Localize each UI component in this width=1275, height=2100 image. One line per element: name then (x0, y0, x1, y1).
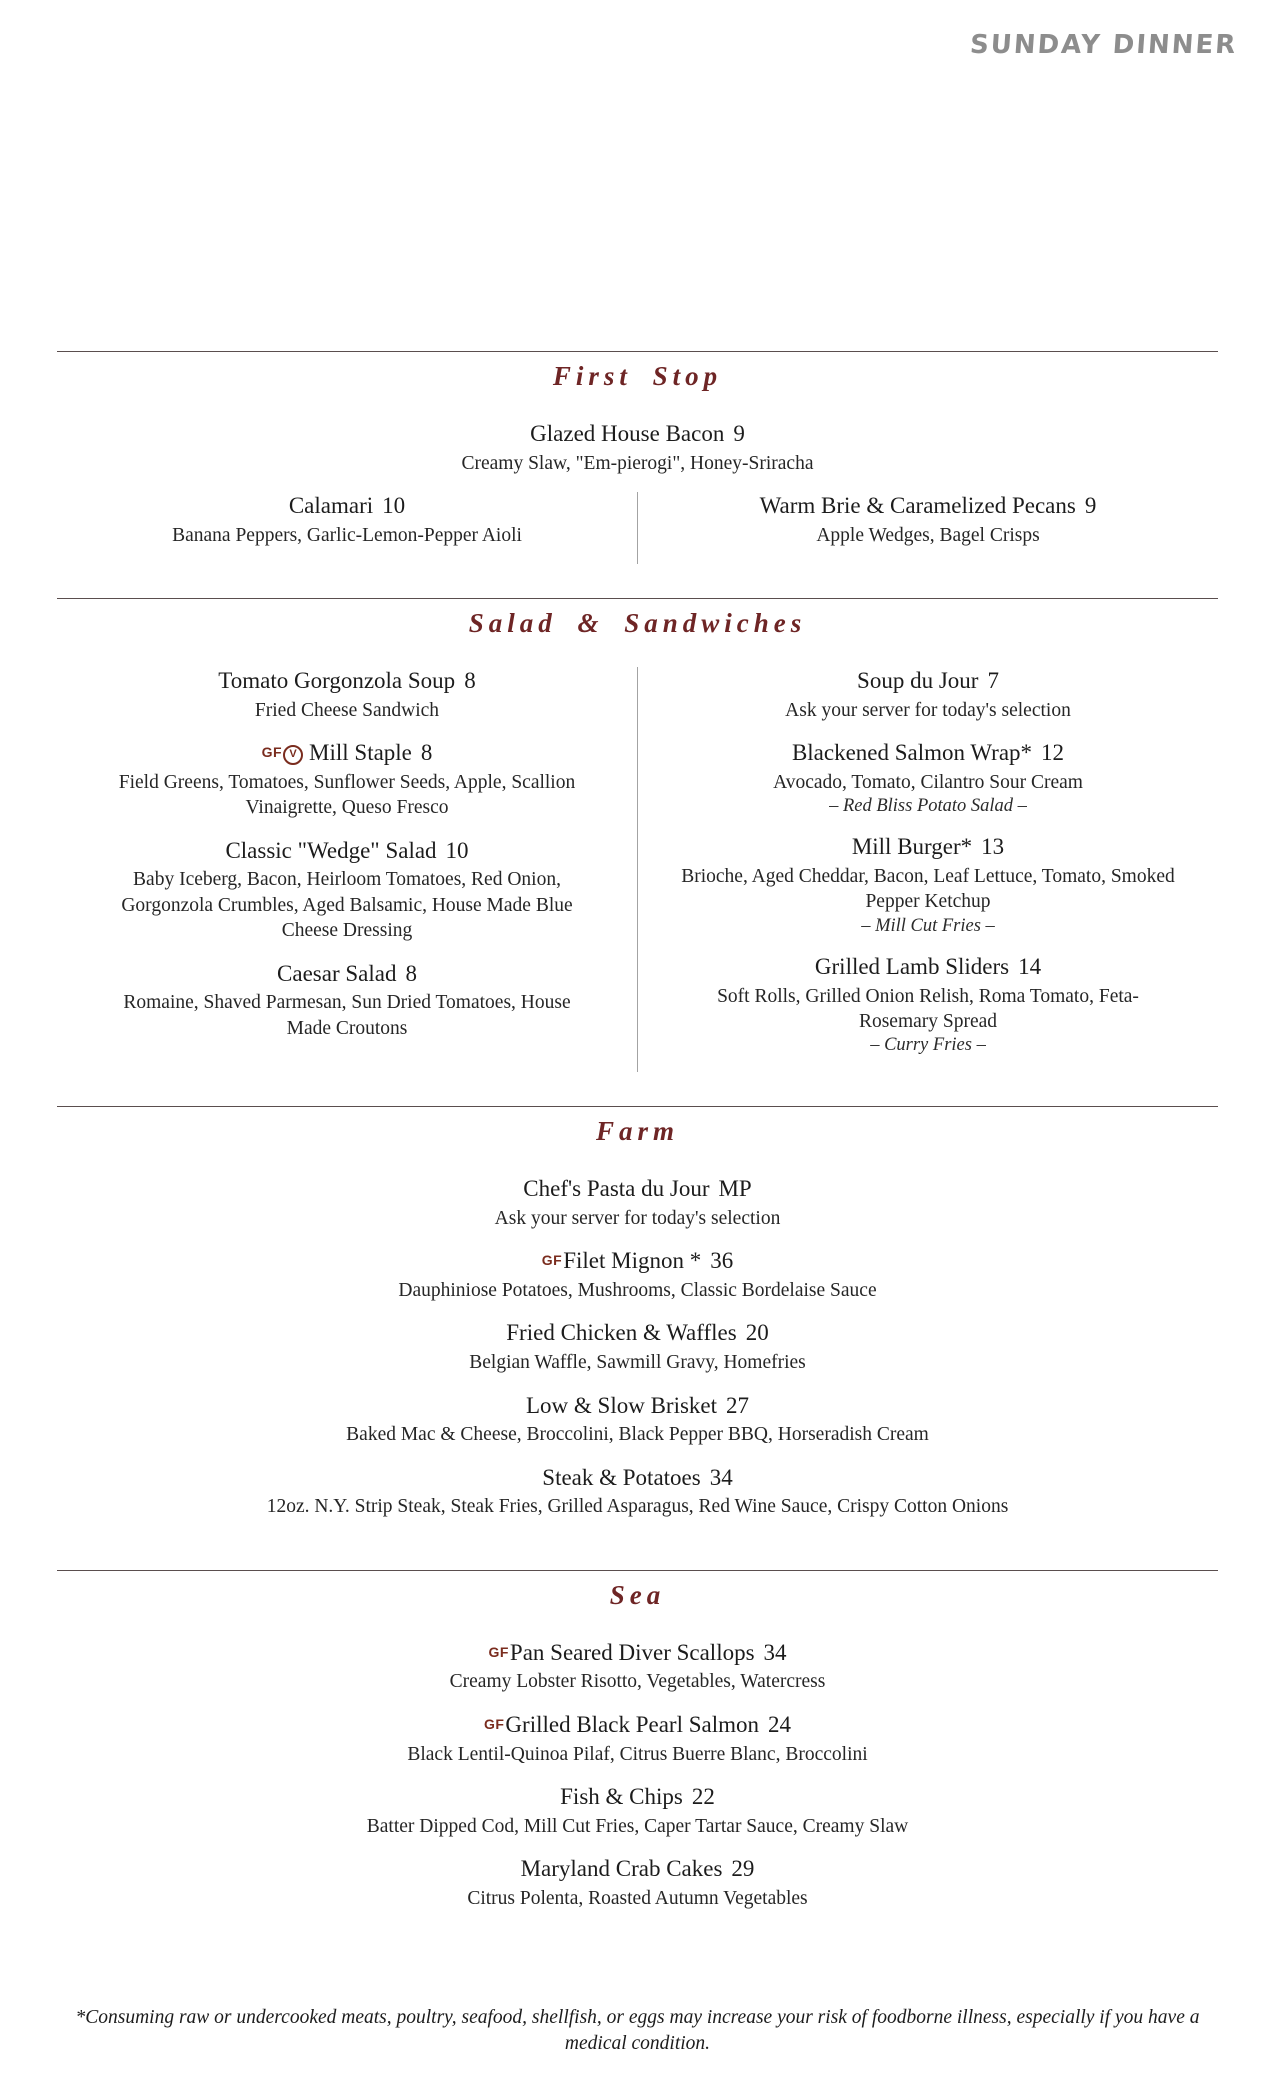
left-column (57, 492, 637, 564)
item-title (57, 420, 1218, 449)
item-title (57, 1464, 1218, 1493)
section-farm (57, 1106, 1218, 1569)
item-description: Black Lentil-Quinoa Pilaf, Citrus Buerre Blanc, Broccolini (407, 1743, 868, 1765)
menu-item (57, 1855, 1218, 1911)
item-price: 14 (1018, 953, 1042, 979)
menu-item (656, 953, 1200, 1056)
item-name: Caesar Salad (277, 960, 397, 986)
item-description: Dauphiniose Potatoes, Mushrooms, Classic Bordelaise Sauce (398, 1280, 877, 1302)
item-price: 29 (731, 1856, 755, 1881)
item-description: Citrus Polenta, Roasted Autumn Vegetables (467, 1887, 808, 1909)
right-column (637, 492, 1218, 564)
item-description: Belgian Waffle, Sawmill Gravy, Homefries (469, 1352, 806, 1374)
section-divider (57, 1570, 1218, 1571)
gluten-free-icon: GF (488, 1643, 509, 1660)
item-description: Soft Rolls, Grilled Onion Relish, Roma Tomato, Feta-Rosemary Spread (717, 985, 1139, 1032)
menu-item (57, 1464, 1218, 1520)
menu-item (75, 492, 619, 548)
section-divider (57, 351, 1218, 352)
menu-item (656, 492, 1200, 548)
item-price: 10 (445, 837, 469, 863)
item-name: Grilled Lamb Sliders (814, 953, 1010, 979)
item-name: Mill Staple (309, 740, 412, 766)
menu-item (57, 420, 1218, 476)
item-title (656, 833, 1200, 862)
item-side-note: – Red Bliss Potato Salad – (829, 796, 1027, 817)
item-name: Steak & Potatoes (542, 1464, 701, 1490)
item-title (75, 960, 619, 989)
item-title (57, 1247, 1218, 1276)
item-description: Ask your server for today's selection (785, 699, 1071, 721)
item-title (656, 492, 1200, 521)
item-price: MP (718, 1176, 752, 1202)
item-description: Baby Iceberg, Bacon, Heirloom Tomatoes, Red Onion, Gorgonzola Crumbles, Aged Balsamic, House Made Blue Cheese Dressing (121, 869, 573, 942)
item-description: Banana Peppers, Garlic-Lemon-Pepper Aioli (172, 524, 522, 546)
menu-item (75, 667, 619, 723)
section-divider (57, 598, 1218, 599)
item-name: Chef's Pasta du Jour (523, 1176, 710, 1202)
item-description: Fried Cheese Sandwich (254, 699, 440, 721)
item-name: Blackened Salmon Wrap* (791, 740, 1033, 766)
item-description: Avocado, Tomato, Cilantro Sour Cream (773, 772, 1083, 794)
section-sea (57, 1570, 1218, 1961)
item-description: Apple Wedges, Bagel Crisps (816, 524, 1040, 546)
item-price: 13 (981, 834, 1005, 860)
item-description: Romaine, Shaved Parmesan, Sun Dried Tomatoes, House Made Croutons (123, 992, 571, 1039)
item-title (57, 1855, 1218, 1884)
vegetarian-icon: V (283, 745, 303, 765)
section-title: Salad & Sandwiches (468, 608, 807, 639)
item-price: 22 (691, 1783, 715, 1809)
menu-item (57, 1639, 1218, 1695)
menu-item (57, 1711, 1218, 1767)
item-title (75, 739, 619, 768)
section-divider (57, 1106, 1218, 1107)
menu-item (656, 739, 1200, 817)
item-price: 10 (382, 493, 406, 519)
item-name: Classic "Wedge" Salad (225, 837, 437, 863)
item-title (57, 1319, 1218, 1348)
section-title: First Stop (552, 361, 723, 391)
item-description: Creamy Lobster Risotto, Vegetables, Watercress (449, 1671, 826, 1693)
item-name: Maryland Crab Cakes (520, 1856, 723, 1881)
item-price: 20 (745, 1320, 769, 1346)
item-title (57, 1711, 1218, 1740)
restaurant-logo: SUNDAY DINNER (968, 30, 1239, 60)
item-name: Mill Burger* (851, 834, 973, 860)
left-column (57, 667, 637, 1072)
item-price: 8 (464, 668, 476, 694)
item-price: 12 (1041, 740, 1065, 766)
item-title (656, 953, 1200, 982)
section-first-stop (57, 0, 1218, 598)
item-title (656, 667, 1200, 696)
item-description: Brioche, Aged Cheddar, Bacon, Leaf Lettuce, Tomato, Smoked Pepper Ketchup (681, 866, 1175, 913)
section-salad-sandwiches (57, 598, 1218, 1106)
item-description: 12oz. N.Y. Strip Steak, Steak Fries, Grilled Asparagus, Red Wine Sauce, Crispy Cotton Onions (266, 1496, 1009, 1518)
menu-item (57, 1247, 1218, 1303)
item-name: Glazed House Bacon (530, 421, 725, 446)
item-price: 36 (710, 1248, 734, 1274)
item-name: Fish & Chips (560, 1783, 683, 1809)
item-title (57, 1175, 1218, 1204)
menu-item (57, 1319, 1218, 1375)
section-title: Sea (609, 1579, 666, 1610)
item-name: Calamari (288, 493, 374, 519)
item-name: Grilled Black Pearl Salmon (505, 1711, 760, 1737)
item-description: Field Greens, Tomatoes, Sunflower Seeds, Apple, Scallion Vinaigrette, Queso Fresco (118, 772, 576, 819)
menu-item (656, 667, 1200, 723)
item-price: 8 (405, 960, 417, 986)
item-price: 24 (768, 1711, 792, 1737)
two-column-area (57, 492, 1218, 564)
item-name: Pan Seared Diver Scallops (509, 1639, 755, 1665)
item-price: 7 (987, 668, 999, 694)
item-name: Tomato Gorgonzola Soup (218, 668, 456, 694)
item-price: 34 (709, 1464, 733, 1490)
item-title (57, 1783, 1218, 1812)
item-price: 9 (1084, 493, 1097, 519)
item-name: Fried Chicken & Waffles (506, 1320, 737, 1346)
item-description: Ask your server for today's selection (494, 1208, 781, 1229)
item-side-note: – Mill Cut Fries – (861, 915, 995, 936)
item-price: 8 (420, 740, 433, 766)
item-title (57, 1639, 1218, 1668)
item-name: Warm Brie & Caramelized Pecans (759, 493, 1076, 519)
footnote: *Consuming raw or undercooked meats, poultry, seafood, shellfish, or eggs may increase your risk of foodborne illness, especially if you have a medical condition. (75, 2007, 1200, 2055)
menu-item (57, 1175, 1218, 1231)
gluten-free-icon: GF (483, 1715, 505, 1732)
item-name: Soup du Jour (857, 668, 979, 694)
item-title (656, 739, 1200, 768)
item-description: Baked Mac & Cheese, Broccolini, Black Pepper BBQ, Horseradish Cream (346, 1424, 929, 1446)
menu-item (75, 837, 619, 944)
menu-item (57, 1783, 1218, 1839)
menu-item (57, 1392, 1218, 1448)
menu-item (75, 739, 619, 820)
item-price: 9 (733, 421, 745, 446)
item-title (57, 1392, 1218, 1421)
right-column (637, 667, 1218, 1072)
item-title (75, 667, 619, 696)
item-name: Filet Mignon * (563, 1248, 702, 1274)
two-column-area (57, 667, 1218, 1072)
item-side-note: – Curry Fries – (870, 1035, 986, 1056)
item-description: Creamy Slaw, "Em-pierogi", Honey-Sriracha (461, 452, 814, 474)
item-title (75, 492, 619, 521)
section-title: Farm (595, 1116, 680, 1147)
item-price: 27 (726, 1392, 750, 1418)
menu-item (656, 833, 1200, 936)
gluten-free-icon: GF (541, 1252, 563, 1269)
item-name: Low & Slow Brisket (525, 1392, 718, 1418)
item-description: Batter Dipped Cod, Mill Cut Fries, Caper Tartar Sauce, Creamy Slaw (366, 1815, 909, 1837)
menu-item (75, 960, 619, 1041)
gluten-free-icon: GF (261, 744, 283, 761)
item-title (75, 837, 619, 866)
item-price: 34 (763, 1639, 787, 1665)
